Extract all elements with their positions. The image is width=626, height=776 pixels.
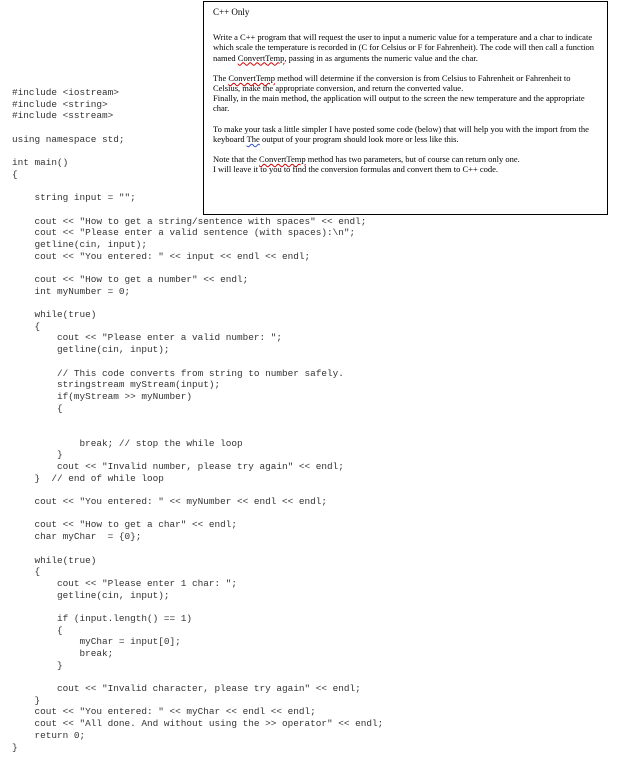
code-line: stringstream myStream(input);: [12, 379, 221, 391]
code-line: }: [12, 659, 63, 671]
code-line: cout << "You entered: " << myNumber << endl << endl;: [12, 496, 328, 508]
assignment-paragraph-1: Write a C++ program that will request the user to input a numeric value for a temperature and a char to indicate which scale the temperature is recorded in (C for Celsius or F for Fahrenheit). The code will then call a function named ConvertTemp, passing in as arguments the numeric value and the char.: [213, 32, 595, 63]
code-line: cout << "How to get a char" << endl;: [12, 519, 238, 531]
code-line: if(myStream >> myNumber): [12, 390, 193, 402]
code-line: cout << "How to get a string/sentence with spaces" << endl;: [12, 215, 367, 227]
code-line: while(true): [12, 554, 97, 566]
code-line: #include <sstream>: [12, 110, 114, 122]
code-line: cout << "Invalid character, please try again" << endl;: [12, 683, 361, 695]
code-line: string input = "";: [12, 192, 136, 204]
code-line: [12, 508, 383, 520]
assignment-box: [203, 1, 608, 215]
assignment-paragraph-6: I will leave it to you to find the conversion formulas and convert them to C++ code.: [213, 164, 499, 175]
code-line: [12, 356, 383, 368]
assignment-paragraph-4: To make your task a little simpler I have posted some code (below) that will help you with the import from the keyboard The output of your program should look more or less like this.: [213, 123, 589, 144]
code-line: {: [12, 320, 41, 332]
code-line: {: [12, 624, 63, 636]
code-line: {: [12, 566, 41, 578]
code-line: getline(cin, input);: [12, 344, 170, 356]
code-line: char myChar = {0};: [12, 531, 142, 543]
code-line: [12, 601, 383, 613]
code-line: cout << "Please enter 1 char: ";: [12, 577, 238, 589]
grammar-flag: The: [246, 133, 260, 144]
code-line: #include <string>: [12, 98, 108, 110]
code-line: [12, 671, 383, 683]
code-line: cout << "How to get a number" << endl;: [12, 274, 249, 285]
code-line: cout << "All done. And without using the >> operator" << endl;: [12, 718, 384, 730]
code-line: int main(): [12, 157, 69, 169]
code-line: cout << "Please enter a valid sentence (with spaces):\n";: [12, 227, 356, 239]
assignment-paragraph-5: Note that the ConvertTemp method has two parameters, but of course can return only one.: [213, 154, 520, 165]
code-line: {: [12, 402, 63, 414]
code-line: [12, 484, 383, 496]
assignment-paragraph-2: The ConvertTemp method will determine if the conversion is from Celsius to Fahrenheit or Fahrenheit to Celsius, make the appropriate conversion, and return the converted value.: [213, 72, 571, 94]
assignment-paragraph-3: Finally, in the main method, the application will output to the screen the new temperature and the appropriate char.: [213, 93, 585, 114]
code-line: int myNumber = 0;: [12, 285, 131, 297]
code-line: [12, 414, 383, 426]
code-line: // This code converts from string to number safely.: [12, 367, 344, 379]
code-line: cout << "Invalid number, please try again" << endl;: [12, 461, 344, 472]
code-line: myChar = input[0];: [12, 636, 181, 648]
code-line: } // end of while loop: [12, 472, 164, 484]
code-line: [12, 543, 383, 555]
assignment-title: C++ Only: [213, 7, 250, 17]
code-line: cout << "You entered: " << input << endl << endl;: [12, 250, 311, 262]
code-line: #include <iostream>: [12, 87, 119, 98]
code-line: cout << "Please enter a valid number: ";: [12, 332, 283, 344]
code-line: [12, 297, 383, 309]
code-line: [12, 426, 383, 438]
code-line: return 0;: [12, 729, 86, 741]
function-name: ConvertTemp: [228, 72, 275, 83]
code-line: [12, 262, 383, 274]
code-line: getline(cin, input);: [12, 238, 148, 250]
function-name: ConvertTemp: [259, 154, 306, 165]
code-line: cout << "You entered: " << myChar << endl << endl;: [12, 706, 316, 718]
code-line: {: [12, 168, 18, 180]
code-line: break;: [12, 648, 114, 659]
code-line: break; // stop the while loop: [12, 437, 243, 449]
code-line: if (input.length() == 1): [12, 612, 193, 624]
code-line: while(true): [12, 309, 97, 321]
code-line: }: [12, 449, 63, 461]
code-line: using namespace std;: [12, 133, 125, 145]
code-line: getline(cin, input);: [12, 589, 170, 601]
function-name: ConvertTemp: [237, 52, 285, 63]
code-line: }: [12, 741, 18, 753]
code-line: }: [12, 694, 41, 706]
